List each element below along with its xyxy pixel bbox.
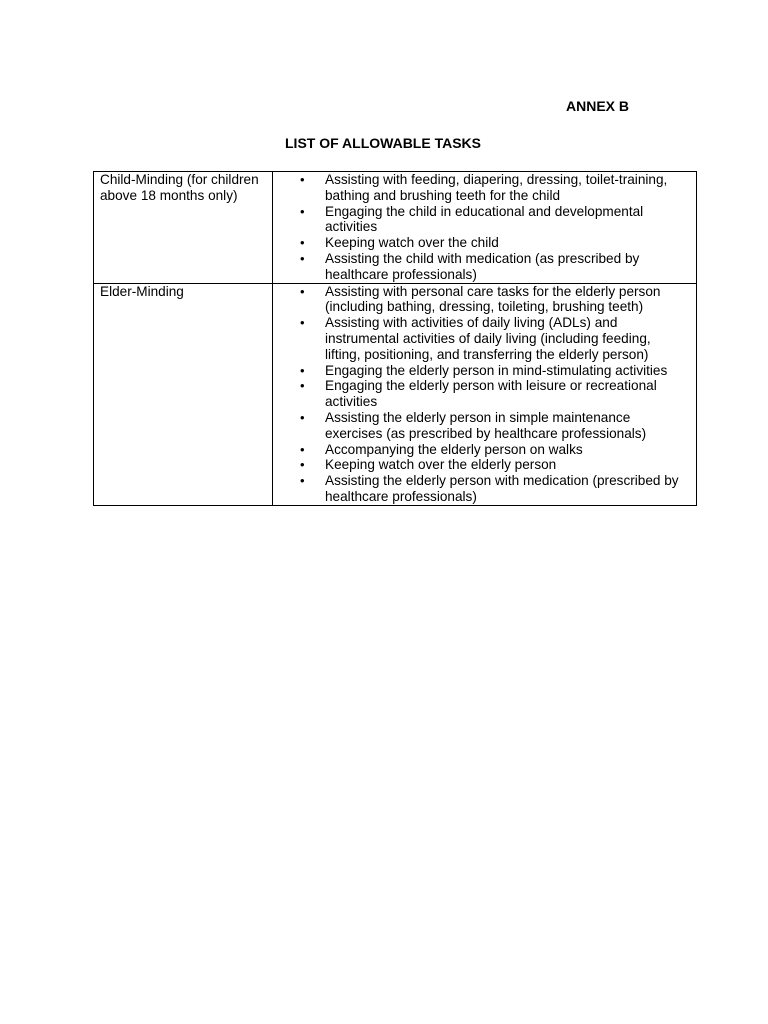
task-list	[273, 284, 696, 505]
task-text: Assisting with activities of daily living (ADLs) and instrumental activities of daily living (including feeding, lifting, positioning, and transferring the elderly person)	[325, 315, 651, 362]
list-item	[300, 362, 688, 379]
task-text: Keeping watch over the child	[325, 235, 499, 251]
bullet-icon: •	[300, 457, 305, 473]
bullet-icon: •	[300, 172, 305, 187]
task-text: Engaging the elderly person with leisure or recreational activities	[325, 378, 657, 410]
bullet-icon: •	[300, 283, 305, 299]
table-row-child-minding	[94, 172, 697, 284]
task-text: Assisting the elderly person in simple maintenance exercises (as prescribed by healthcare professionals)	[325, 409, 647, 441]
task-text: Assisting with personal care tasks for the elderly person (including bathing, dressing, toileting, brushing teeth)	[325, 283, 661, 315]
tasks-cell	[273, 283, 697, 505]
list-item	[300, 315, 688, 362]
list-item	[300, 378, 688, 410]
allowable-tasks-table	[93, 171, 697, 506]
list-item	[300, 235, 688, 251]
bullet-icon: •	[300, 441, 305, 457]
task-list	[273, 172, 696, 283]
task-text: Assisting the child with medication (as prescribed by healthcare professionals)	[325, 250, 640, 282]
category-cell: Elder-Minding	[94, 283, 273, 505]
list-item	[300, 457, 688, 473]
list-item	[300, 409, 688, 442]
bullet-icon: •	[300, 203, 305, 219]
tasks-cell	[273, 172, 697, 284]
list-item	[300, 203, 688, 236]
bullet-icon: •	[300, 315, 305, 331]
task-text: Assisting the elderly person with medication (prescribed by healthcare professionals)	[325, 473, 679, 504]
list-item	[300, 283, 688, 316]
category-cell: Child-Minding (for children above 18 months only)	[94, 172, 273, 284]
table-row-elder-minding	[94, 283, 697, 505]
bullet-icon: •	[300, 409, 305, 425]
annex-label: ANNEX B	[566, 98, 630, 114]
bullet-icon: •	[300, 473, 305, 489]
bullet-icon: •	[300, 378, 305, 394]
page-title: LIST OF ALLOWABLE TASKS	[285, 135, 481, 151]
task-text: Keeping watch over the elderly person	[325, 457, 557, 473]
bullet-icon: •	[300, 250, 305, 266]
bullet-icon: •	[300, 235, 305, 251]
task-text: Engaging the elderly person in mind-stimulating activities	[325, 362, 668, 378]
task-text: Assisting with feeding, diapering, dressing, toilet-training, bathing and brushing teeth for the child	[325, 172, 668, 203]
list-item	[300, 250, 688, 283]
list-item	[300, 172, 688, 204]
task-text: Engaging the child in educational and developmental activities	[325, 203, 644, 235]
bullet-icon: •	[300, 362, 305, 378]
list-item	[300, 441, 688, 458]
list-item	[300, 473, 688, 505]
task-text: Accompanying the elderly person on walks	[325, 441, 583, 457]
